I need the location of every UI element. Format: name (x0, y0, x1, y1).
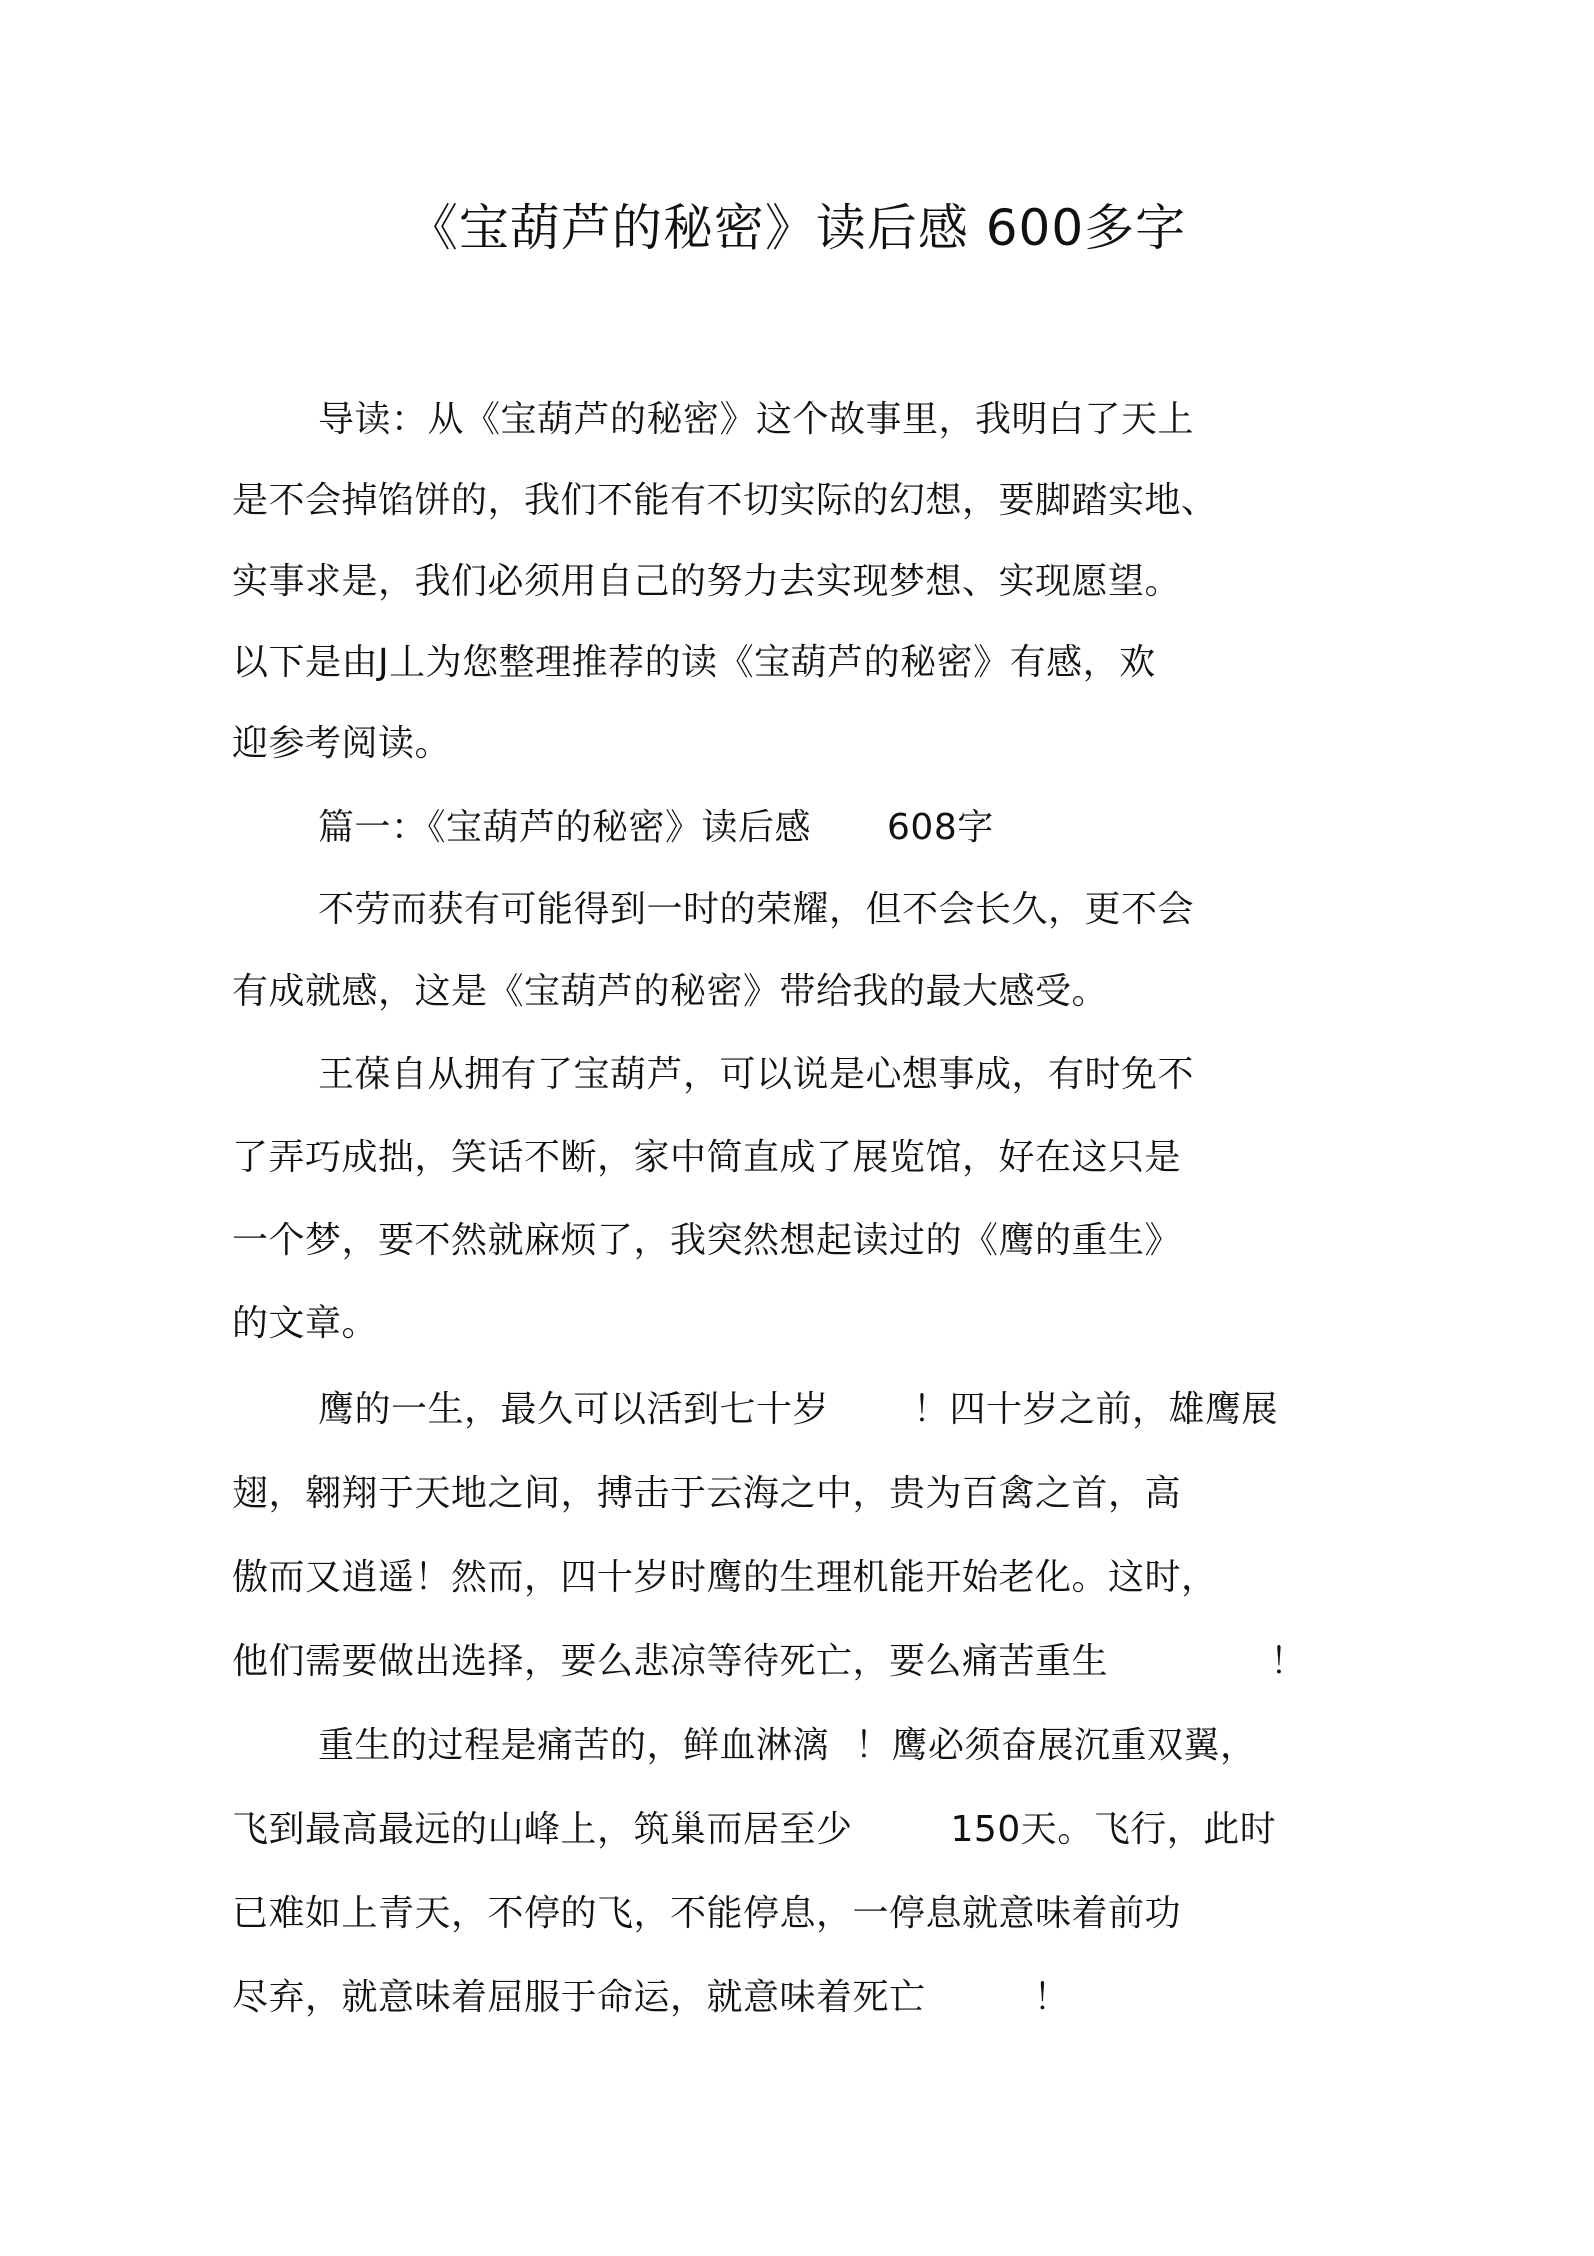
paragraph-line: 的文章。 (232, 1303, 379, 1344)
paragraph-line-part: ！ (1270, 1641, 1307, 1682)
paragraph-line: 翅，翱翔于天地之间，搏击于云海之中，贵为百禽之首，高 (232, 1473, 1182, 1514)
paragraph-line: 了弄巧成拙，笑话不断，家中简直成了展览馆，好在这只是 (232, 1137, 1182, 1178)
paragraph-line-part: 他们需要做出选择，要么悲凉等待死亡，要么痛苦重生 (232, 1641, 1109, 1682)
paragraph-line: 迎参考阅读。 (232, 723, 452, 764)
document-title: 《宝葫芦的秘密》读后感 600多字 (407, 199, 1187, 257)
paragraph-line: 已难如上青天，不停的飞，不能停息，一停息就意味着前功 (232, 1893, 1182, 1934)
paragraph-line: 导读：从《宝葫芦的秘密》这个故事里，我明白了天上 (318, 399, 1195, 440)
section-word-count: 608字 (887, 807, 994, 848)
paragraph-line-part: 鹰的一生，最久可以活到七十岁 (318, 1389, 830, 1430)
paragraph-line: 有成就感，这是《宝葫芦的秘密》带给我的最大感受。 (232, 971, 1109, 1012)
paragraph-line: 以下是由J丄为您整理推荐的读《宝葫芦的秘密》有感，欢 (232, 642, 1156, 683)
paragraph-line: 是不会掉馅饼的，我们不能有不切实际的幻想，要脚踏实地、 (232, 480, 1218, 521)
paragraph-line-part: 重生的过程是痛苦的，鲜血淋漓 (318, 1725, 830, 1766)
paragraph-line-part: 尽弃，就意味着屈服于命运，就意味着死亡 (232, 1977, 926, 2018)
section-heading-text: 篇一：《宝葫芦的秘密》读后感 (318, 807, 812, 848)
paragraph-line-part: 150天。飞行，此时 (950, 1809, 1277, 1850)
paragraph-line-part: ！四十岁之前，雄鹰展 (913, 1389, 1279, 1430)
section-heading (318, 798, 994, 858)
paragraph-line: 一个梦，要不然就麻烦了，我突然想起读过的《鹰的重生》 (232, 1220, 1182, 1261)
paragraph-line-split (318, 1380, 1278, 1440)
paragraph-line-split (318, 1716, 1257, 1776)
paragraph-line-part: 飞到最高最远的山峰上，筑巢而居至少 (232, 1809, 853, 1850)
paragraph-line: 不劳而获有可能得到一时的荣耀，但不会长久，更不会 (318, 889, 1195, 930)
paragraph-line: 实事求是，我们必须用自己的努力去实现梦想、实现愿望。 (232, 561, 1182, 602)
paragraph-line-part: ！ (1033, 1977, 1071, 2018)
paragraph-line-split (232, 1800, 1276, 1860)
paragraph-line-part: ！鹰必须奋展沉重双翼， (855, 1725, 1257, 1766)
paragraph-line-split (232, 1632, 1307, 1692)
paragraph-line: 王葆自从拥有了宝葫芦，可以说是心想事成，有时免不 (318, 1054, 1195, 1095)
paragraph-line: 傲而又逍遥！然而，四十岁时鹰的生理机能开始老化。这时， (232, 1557, 1218, 1598)
paragraph-line-split (232, 1968, 1070, 2028)
